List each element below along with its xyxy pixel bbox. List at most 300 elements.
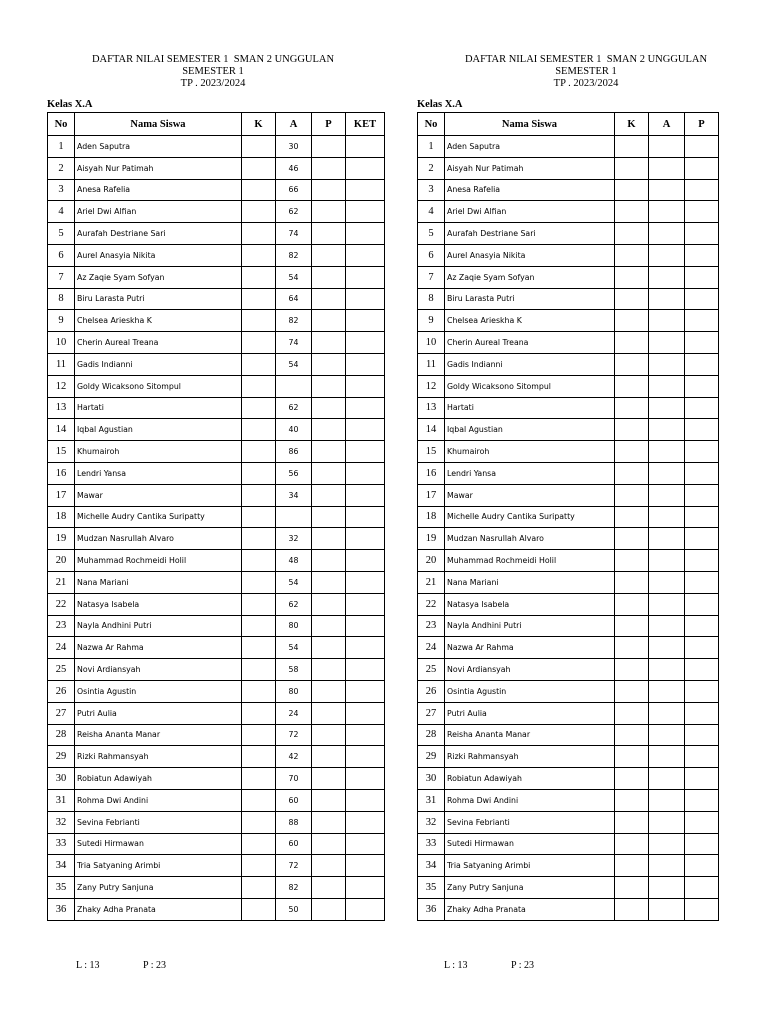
- student-name: Lendri Yansa: [445, 462, 615, 484]
- table-row: [48, 419, 385, 441]
- ket-cell: [346, 659, 385, 681]
- p-cell: [312, 136, 346, 158]
- student-name: Putri Aulia: [75, 702, 242, 724]
- student-name: Az Zaqie Syam Sofyan: [445, 266, 615, 288]
- row-number: 26: [48, 680, 75, 702]
- student-name: Khumairoh: [75, 441, 242, 463]
- row-number: 30: [48, 768, 75, 790]
- col-a-header: A: [276, 113, 312, 136]
- row-number: 24: [48, 637, 75, 659]
- p-cell: [685, 353, 719, 375]
- table-row: [418, 310, 719, 332]
- row-number: 4: [418, 201, 445, 223]
- student-name: Robiatun Adawiyah: [445, 768, 615, 790]
- row-number: 14: [418, 419, 445, 441]
- a-cell: [276, 375, 312, 397]
- ket-cell: [346, 419, 385, 441]
- k-cell: [615, 310, 649, 332]
- k-cell: [242, 223, 276, 245]
- p-cell: [685, 136, 719, 158]
- k-cell: [242, 136, 276, 158]
- student-name: Tria Satyaning Arimbi: [75, 855, 242, 877]
- table-row: [48, 833, 385, 855]
- a-cell: [649, 157, 685, 179]
- k-cell: [615, 746, 649, 768]
- student-name: Chelsea Arieskha K: [445, 310, 615, 332]
- table-row: [418, 571, 719, 593]
- student-name: Cherin Aureal Treana: [75, 332, 242, 354]
- ket-cell: [346, 593, 385, 615]
- k-cell: [242, 506, 276, 528]
- p-cell: [312, 855, 346, 877]
- row-number: 25: [418, 659, 445, 681]
- a-cell: 62: [276, 201, 312, 223]
- row-number: 4: [48, 201, 75, 223]
- student-name: Zany Putry Sanjuna: [445, 877, 615, 899]
- ket-cell: [346, 898, 385, 920]
- student-name: Nayla Andhini Putri: [75, 615, 242, 637]
- a-cell: [649, 136, 685, 158]
- table-row: [48, 702, 385, 724]
- row-number: 11: [48, 353, 75, 375]
- table-row: [418, 419, 719, 441]
- p-cell: [685, 702, 719, 724]
- a-cell: [649, 332, 685, 354]
- col-no-header: No: [418, 113, 445, 136]
- row-number: 6: [48, 244, 75, 266]
- col-ket-header: KET: [346, 113, 385, 136]
- a-cell: [649, 310, 685, 332]
- ket-cell: [346, 288, 385, 310]
- a-cell: 40: [276, 419, 312, 441]
- table-row: [418, 593, 719, 615]
- p-cell: [312, 332, 346, 354]
- p-cell: [685, 506, 719, 528]
- student-name: Reisha Ananta Manar: [445, 724, 615, 746]
- row-number: 2: [48, 157, 75, 179]
- p-cell: [312, 266, 346, 288]
- row-number: 1: [418, 136, 445, 158]
- table-row: [418, 462, 719, 484]
- k-cell: [242, 201, 276, 223]
- student-name: Chelsea Arieskha K: [75, 310, 242, 332]
- col-nama-header: Nama Siswa: [445, 113, 615, 136]
- table-row: [418, 397, 719, 419]
- p-cell: [312, 223, 346, 245]
- table-row: [418, 877, 719, 899]
- table-row: [48, 746, 385, 768]
- student-name: Iqbal Agustian: [75, 419, 242, 441]
- student-name: Nazwa Ar Rahma: [75, 637, 242, 659]
- right-kelas-label: Kelas X.A: [417, 99, 463, 110]
- row-number: 25: [48, 659, 75, 681]
- p-cell: [685, 724, 719, 746]
- student-name: Aisyah Nur Patimah: [445, 157, 615, 179]
- student-name: Biru Larasta Putri: [75, 288, 242, 310]
- table-row: [418, 179, 719, 201]
- k-cell: [242, 637, 276, 659]
- k-cell: [615, 550, 649, 572]
- k-cell: [615, 898, 649, 920]
- k-cell: [242, 397, 276, 419]
- row-number: 33: [418, 833, 445, 855]
- ket-cell: [346, 680, 385, 702]
- a-cell: 74: [276, 223, 312, 245]
- table-row: [48, 266, 385, 288]
- ket-cell: [346, 462, 385, 484]
- k-cell: [242, 419, 276, 441]
- p-cell: [312, 637, 346, 659]
- k-cell: [615, 855, 649, 877]
- row-number: 27: [48, 702, 75, 724]
- table-row: [48, 724, 385, 746]
- student-name: Rizki Rahmansyah: [75, 746, 242, 768]
- student-name: Natasya Isabela: [445, 593, 615, 615]
- p-cell: [685, 244, 719, 266]
- student-name: Novi Ardiansyah: [445, 659, 615, 681]
- k-cell: [242, 680, 276, 702]
- row-number: 3: [48, 179, 75, 201]
- row-number: 30: [418, 768, 445, 790]
- k-cell: [242, 353, 276, 375]
- table-row: [418, 898, 719, 920]
- table-row: [48, 375, 385, 397]
- a-cell: [649, 898, 685, 920]
- k-cell: [615, 419, 649, 441]
- row-number: 32: [418, 811, 445, 833]
- table-row: [48, 528, 385, 550]
- a-cell: [649, 724, 685, 746]
- a-cell: [649, 506, 685, 528]
- p-cell: [312, 746, 346, 768]
- student-name: Ariel Dwi Alfian: [445, 201, 615, 223]
- p-cell: [685, 615, 719, 637]
- a-cell: 54: [276, 353, 312, 375]
- table-row: [48, 397, 385, 419]
- a-cell: 24: [276, 702, 312, 724]
- table-row: [418, 223, 719, 245]
- a-cell: [649, 615, 685, 637]
- row-number: 28: [48, 724, 75, 746]
- row-number: 35: [418, 877, 445, 899]
- ket-cell: [346, 484, 385, 506]
- row-number: 35: [48, 877, 75, 899]
- p-cell: [312, 462, 346, 484]
- student-name: Mudzan Nasrullah Alvaro: [75, 528, 242, 550]
- table-row: [418, 266, 719, 288]
- p-cell: [312, 615, 346, 637]
- a-cell: 56: [276, 462, 312, 484]
- p-cell: [312, 550, 346, 572]
- a-cell: [649, 484, 685, 506]
- p-cell: [685, 419, 719, 441]
- student-name: Nayla Andhini Putri: [445, 615, 615, 637]
- a-cell: [649, 528, 685, 550]
- p-cell: [685, 266, 719, 288]
- k-cell: [242, 244, 276, 266]
- k-cell: [615, 637, 649, 659]
- row-number: 21: [48, 571, 75, 593]
- p-cell: [312, 353, 346, 375]
- ket-cell: [346, 266, 385, 288]
- student-name: Anesa Rafelia: [445, 179, 615, 201]
- k-cell: [615, 680, 649, 702]
- row-number: 6: [418, 244, 445, 266]
- right-footer-perempuan: P : 23: [511, 960, 534, 971]
- table-row: [418, 746, 719, 768]
- a-cell: [649, 789, 685, 811]
- a-cell: [649, 223, 685, 245]
- col-nama-header: Nama Siswa: [75, 113, 242, 136]
- student-name: Sutedi Hirmawan: [445, 833, 615, 855]
- student-name: Muhammad Rochmeidi Holil: [75, 550, 242, 572]
- p-cell: [312, 877, 346, 899]
- table-row: [48, 462, 385, 484]
- row-number: 16: [48, 462, 75, 484]
- col-a-header: A: [649, 113, 685, 136]
- k-cell: [242, 462, 276, 484]
- a-cell: 82: [276, 244, 312, 266]
- table-row: [418, 528, 719, 550]
- k-cell: [242, 179, 276, 201]
- student-name: Sutedi Hirmawan: [75, 833, 242, 855]
- p-cell: [312, 397, 346, 419]
- student-name: Aisyah Nur Patimah: [75, 157, 242, 179]
- student-name: Mawar: [445, 484, 615, 506]
- a-cell: 30: [276, 136, 312, 158]
- row-number: 13: [418, 397, 445, 419]
- student-name: Osintia Agustin: [445, 680, 615, 702]
- p-cell: [685, 375, 719, 397]
- table-row: [418, 484, 719, 506]
- row-number: 17: [418, 484, 445, 506]
- a-cell: 54: [276, 266, 312, 288]
- p-cell: [685, 288, 719, 310]
- k-cell: [242, 593, 276, 615]
- table-row: [48, 332, 385, 354]
- k-cell: [242, 157, 276, 179]
- k-cell: [242, 855, 276, 877]
- table-row: [48, 353, 385, 375]
- student-name: Nana Mariani: [75, 571, 242, 593]
- row-number: 15: [418, 441, 445, 463]
- p-cell: [685, 898, 719, 920]
- col-p-header: P: [685, 113, 719, 136]
- k-cell: [615, 288, 649, 310]
- a-cell: [649, 702, 685, 724]
- left-grade-table: [47, 112, 385, 921]
- a-cell: [649, 462, 685, 484]
- k-cell: [615, 223, 649, 245]
- student-name: Tria Satyaning Arimbi: [445, 855, 615, 877]
- p-cell: [312, 898, 346, 920]
- col-no-header: No: [48, 113, 75, 136]
- row-number: 3: [418, 179, 445, 201]
- k-cell: [242, 833, 276, 855]
- row-number: 24: [418, 637, 445, 659]
- right-grade-table: [417, 112, 719, 921]
- row-number: 19: [48, 528, 75, 550]
- k-cell: [242, 789, 276, 811]
- a-cell: 80: [276, 615, 312, 637]
- row-number: 23: [418, 615, 445, 637]
- table-row: [48, 157, 385, 179]
- student-name: Natasya Isabela: [75, 593, 242, 615]
- p-cell: [685, 157, 719, 179]
- table-row: [418, 506, 719, 528]
- student-name: Cherin Aureal Treana: [445, 332, 615, 354]
- ket-cell: [346, 724, 385, 746]
- k-cell: [242, 441, 276, 463]
- a-cell: 32: [276, 528, 312, 550]
- table-row: [48, 615, 385, 637]
- a-cell: 42: [276, 746, 312, 768]
- ket-cell: [346, 506, 385, 528]
- row-number: 19: [418, 528, 445, 550]
- row-number: 36: [418, 898, 445, 920]
- student-name: Novi Ardiansyah: [75, 659, 242, 681]
- a-cell: 60: [276, 789, 312, 811]
- p-cell: [685, 659, 719, 681]
- student-name: Az Zaqie Syam Sofyan: [75, 266, 242, 288]
- p-cell: [312, 571, 346, 593]
- table-row: [48, 550, 385, 572]
- k-cell: [615, 571, 649, 593]
- ket-cell: [346, 244, 385, 266]
- table-row: [48, 898, 385, 920]
- a-cell: 74: [276, 332, 312, 354]
- right-title-line1: DAFTAR NILAI SEMESTER 1 SMAN 2 UNGGULAN: [464, 54, 708, 65]
- row-number: 36: [48, 898, 75, 920]
- k-cell: [615, 833, 649, 855]
- k-cell: [615, 528, 649, 550]
- a-cell: 46: [276, 157, 312, 179]
- student-name: Michelle Audry Cantika Suripatty: [445, 506, 615, 528]
- student-name: Mudzan Nasrullah Alvaro: [445, 528, 615, 550]
- table-row: [48, 680, 385, 702]
- table-row: [48, 441, 385, 463]
- row-number: 27: [418, 702, 445, 724]
- table-row: [418, 855, 719, 877]
- a-cell: 82: [276, 877, 312, 899]
- a-cell: 48: [276, 550, 312, 572]
- k-cell: [615, 789, 649, 811]
- a-cell: 62: [276, 397, 312, 419]
- row-number: 9: [418, 310, 445, 332]
- k-cell: [242, 528, 276, 550]
- k-cell: [242, 550, 276, 572]
- a-cell: 34: [276, 484, 312, 506]
- a-cell: [649, 680, 685, 702]
- student-name: Ariel Dwi Alfian: [75, 201, 242, 223]
- row-number: 10: [48, 332, 75, 354]
- k-cell: [242, 768, 276, 790]
- p-cell: [312, 179, 346, 201]
- p-cell: [312, 724, 346, 746]
- table-row: [48, 789, 385, 811]
- p-cell: [685, 855, 719, 877]
- student-name: Sevina Febrianti: [75, 811, 242, 833]
- ket-cell: [346, 223, 385, 245]
- p-cell: [312, 833, 346, 855]
- left-footer-laki: L : 13: [76, 960, 100, 971]
- p-cell: [685, 441, 719, 463]
- k-cell: [615, 702, 649, 724]
- table-row: [418, 332, 719, 354]
- table-row: [48, 310, 385, 332]
- table-row: [418, 637, 719, 659]
- p-cell: [685, 593, 719, 615]
- p-cell: [685, 680, 719, 702]
- p-cell: [685, 528, 719, 550]
- row-number: 33: [48, 833, 75, 855]
- student-name: Anesa Rafelia: [75, 179, 242, 201]
- k-cell: [615, 811, 649, 833]
- ket-cell: [346, 637, 385, 659]
- student-name: Aurel Anasyia Nikita: [445, 244, 615, 266]
- table-row: [48, 768, 385, 790]
- row-number: 20: [48, 550, 75, 572]
- a-cell: [649, 571, 685, 593]
- k-cell: [615, 659, 649, 681]
- row-number: 5: [48, 223, 75, 245]
- row-number: 8: [48, 288, 75, 310]
- p-cell: [312, 593, 346, 615]
- row-number: 1: [48, 136, 75, 158]
- row-number: 18: [418, 506, 445, 528]
- k-cell: [615, 157, 649, 179]
- right-footer-laki: L : 13: [444, 960, 468, 971]
- ket-cell: [346, 789, 385, 811]
- p-cell: [685, 397, 719, 419]
- a-cell: 70: [276, 768, 312, 790]
- row-number: 17: [48, 484, 75, 506]
- p-cell: [685, 484, 719, 506]
- a-cell: 66: [276, 179, 312, 201]
- p-cell: [685, 571, 719, 593]
- p-cell: [312, 702, 346, 724]
- row-number: 23: [48, 615, 75, 637]
- p-cell: [685, 201, 719, 223]
- table-row: [418, 702, 719, 724]
- student-name: Aurafah Destriane Sari: [445, 223, 615, 245]
- table-row: [418, 615, 719, 637]
- a-cell: [649, 550, 685, 572]
- p-cell: [312, 201, 346, 223]
- ket-cell: [346, 702, 385, 724]
- row-number: 13: [48, 397, 75, 419]
- right-header-row: [418, 113, 719, 136]
- k-cell: [615, 179, 649, 201]
- p-cell: [312, 768, 346, 790]
- a-cell: [649, 353, 685, 375]
- a-cell: [649, 746, 685, 768]
- ket-cell: [346, 332, 385, 354]
- table-row: [418, 724, 719, 746]
- k-cell: [242, 310, 276, 332]
- p-cell: [685, 550, 719, 572]
- left-title-line1: DAFTAR NILAI SEMESTER 1 SMAN 2 UNGGULAN: [91, 54, 335, 65]
- k-cell: [242, 702, 276, 724]
- student-name: Khumairoh: [445, 441, 615, 463]
- table-row: [48, 811, 385, 833]
- a-cell: [649, 637, 685, 659]
- p-cell: [685, 310, 719, 332]
- row-number: 7: [48, 266, 75, 288]
- table-row: [48, 637, 385, 659]
- student-name: Michelle Audry Cantika Suripatty: [75, 506, 242, 528]
- table-row: [48, 288, 385, 310]
